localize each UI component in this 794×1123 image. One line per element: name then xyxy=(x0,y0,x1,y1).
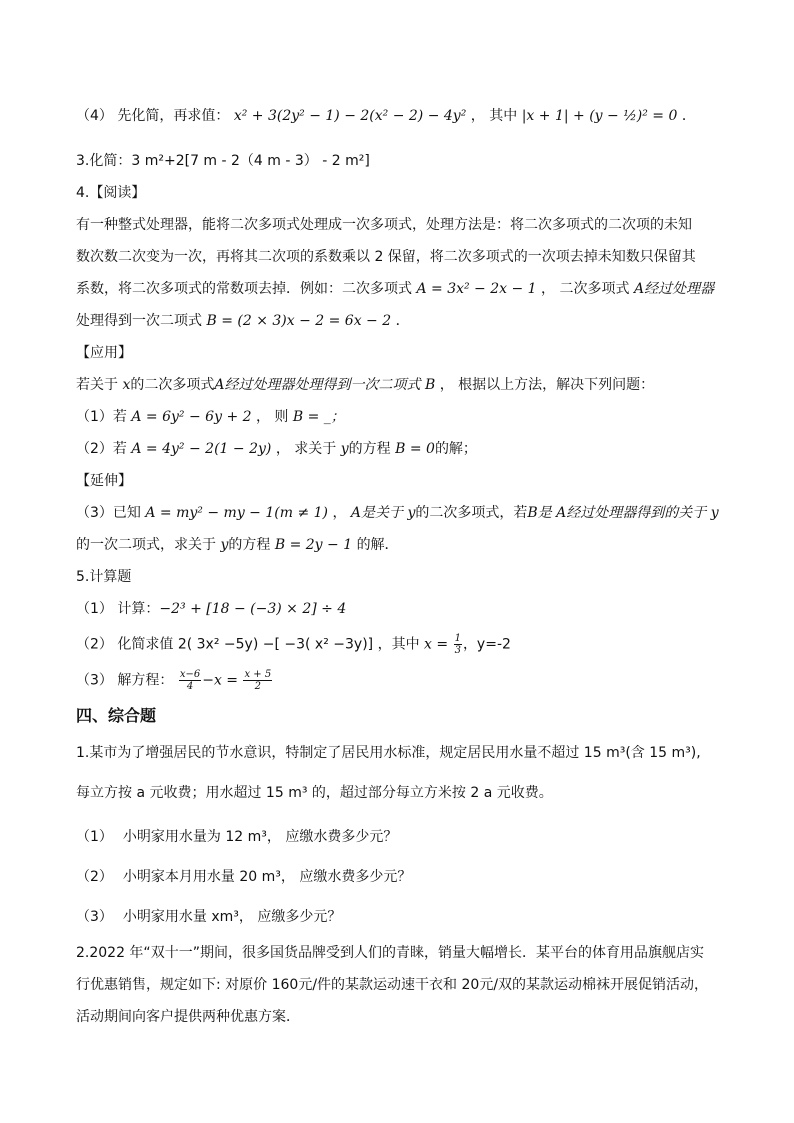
section-title: 【延伸】 xyxy=(76,473,132,489)
text: 若关于 xyxy=(76,377,118,393)
text: A经过处理器 xyxy=(633,281,715,297)
variable: y xyxy=(220,537,229,553)
paragraph-line xyxy=(76,279,744,299)
text: 计算： xyxy=(117,601,160,617)
denominator: 2 xyxy=(254,681,262,692)
label: （3）已知 xyxy=(76,505,141,521)
label: （3） xyxy=(76,672,113,689)
expression: A = 4y² − 2(1 − 2y) xyxy=(131,441,272,457)
numerator: x−6 xyxy=(179,669,201,680)
numerator: x + 5 xyxy=(244,669,272,680)
text: ， 求关于 xyxy=(275,441,337,457)
text: 的方程 xyxy=(228,537,271,553)
text: 化简：3 m²+2[7 m - 2（4 m - 3） - 2 m²] xyxy=(89,153,370,169)
condition: |x + 1| + (y − ½)² = 0 xyxy=(521,108,678,124)
problem-3 xyxy=(76,151,744,171)
expression: B = 0 xyxy=(395,441,435,457)
expression: −2³ + [18 − (−3) × 2] ÷ 4 xyxy=(159,601,347,617)
expression: −x = xyxy=(202,672,239,689)
paragraph-line: 2.2022 年“双十一”期间，很多国货品牌受到人们的青睐，销量大幅增长．某平台的体育用品旗舰店实 xyxy=(76,945,704,961)
text: ． xyxy=(681,108,696,124)
text: 小明家本月用水量 20 m³， 应缴水费多少元？ xyxy=(122,869,412,885)
text: 化简求值 2( 3x² −5y) −[ −3( x² −3y)] xyxy=(117,636,374,653)
paragraph-line xyxy=(76,375,744,395)
sub-question-2 xyxy=(76,439,744,459)
variable: y xyxy=(340,441,349,457)
problem-5-title: 5.计算题 xyxy=(76,569,132,585)
section-title: 【应用】 xyxy=(76,345,132,361)
section-title: 【阅读】 xyxy=(89,185,146,201)
label: （1） xyxy=(76,829,113,845)
text: 处理得到一次二项式 xyxy=(76,313,202,329)
calc-1 xyxy=(76,599,744,619)
calc-3 xyxy=(76,669,744,692)
denominator: 4 xyxy=(186,681,194,692)
sub-question-1 xyxy=(76,407,744,427)
sub-question-2 xyxy=(76,867,744,887)
fraction xyxy=(243,669,272,692)
text: A经过处理器处理得到一次二项式 xyxy=(214,377,421,393)
text: 小明家用水量为 12 m³， 应缴水费多少元？ xyxy=(122,829,398,845)
number: 3. xyxy=(76,153,90,169)
text: ，y=-2 xyxy=(462,636,511,653)
calc-2 xyxy=(76,633,744,656)
paragraph-line: 1.某市为了增强居民的节水意识，特制定了居民用水标准，规定居民用水量不超过 15 m³(含 15 m³), xyxy=(76,745,701,761)
expression: x = xyxy=(424,636,449,653)
label: （2）若 xyxy=(76,441,127,457)
expression: B = (2 × 3)x − 2 = 6x − 2 xyxy=(206,313,392,329)
text: 的二次多项式，若 xyxy=(415,505,528,521)
text: ， 根据以上方法，解决下列问题： xyxy=(439,377,655,393)
number: 4. xyxy=(76,185,90,201)
text: 的解； xyxy=(434,441,477,457)
label: （2） xyxy=(76,636,113,653)
text: A经过处理器得到的关于 xyxy=(556,505,707,521)
text: ，其中 xyxy=(377,636,420,653)
label: （2） xyxy=(76,869,113,885)
text: 系数，将二次多项式的常数项去掉．例如：二次多项式 xyxy=(76,281,412,297)
paragraph-line: 活动期间向客户提供两种优惠方案． xyxy=(76,1009,300,1025)
section-heading: 四、综合题 xyxy=(76,706,157,725)
variable: x xyxy=(122,377,131,393)
text: 的一次二项式，求关于 xyxy=(76,537,216,553)
expression: A = 6y² − 6y + 2 xyxy=(131,409,252,425)
text: ， 则 xyxy=(255,409,289,425)
text: B是 xyxy=(527,505,552,521)
paragraph-line: 有一种整式处理器，能将二次多项式处理成一次多项式，处理方法是：将二次多项式的二次项的未知 xyxy=(76,217,692,233)
expression: A = my² − my − 1(m ≠ 1) xyxy=(145,505,329,521)
sub-question-3 xyxy=(76,907,744,927)
text: 的二次多项式 xyxy=(130,377,215,393)
text: ． xyxy=(395,313,410,329)
text: 的解． xyxy=(356,537,399,553)
expression: B = _； xyxy=(292,409,345,425)
paragraph-line: 数次数二次变为一次，再将其二次项的系数乘以 2 保留，将二次多项式的一次项去掉未知数只保留其 xyxy=(76,249,696,265)
expression: x² + 3(2y² − 1) − 2(x² − 2) − 4y² xyxy=(233,108,467,124)
text: 先化简，再求值： xyxy=(117,108,230,124)
fraction xyxy=(179,669,201,692)
sub-question-1 xyxy=(76,827,744,847)
numerator: 1 xyxy=(454,633,461,644)
text: ， xyxy=(332,505,347,521)
problem-4-4 xyxy=(76,106,744,126)
problem-4-heading xyxy=(76,183,744,203)
text: 小明家用水量 xm³， 应缴多少元？ xyxy=(122,909,342,925)
label: （3） xyxy=(76,909,113,925)
text: ， 二次多项式 xyxy=(541,281,630,297)
text: A是关于 xyxy=(350,505,404,521)
paragraph-line xyxy=(76,311,744,331)
text: ， 其中 xyxy=(470,108,518,124)
sub-question-3-cont xyxy=(76,535,744,555)
variable: B xyxy=(424,377,436,393)
sub-question-3 xyxy=(76,503,744,523)
label: （4） xyxy=(76,108,113,124)
expression: B = 2y − 1 xyxy=(274,537,353,553)
fraction xyxy=(454,633,462,656)
paragraph-line: 每立方按 a 元收费；用水超过 15 m³ 的，超过部分每立方米按 2 a 元收费。 xyxy=(76,785,553,801)
text: 的方程 xyxy=(348,441,391,457)
denominator: 3 xyxy=(454,645,461,656)
variable: y xyxy=(710,505,719,521)
label: （1） xyxy=(76,601,113,617)
variable: y xyxy=(407,505,416,521)
paragraph-line: 行优惠销售，规定如下: 对原价 160元/件的某款运动速干衣和 20元/双的某款运动棉袜开展促销活动， xyxy=(76,977,709,993)
text: 解方程： xyxy=(117,672,174,689)
label: （1）若 xyxy=(76,409,127,425)
expression: A = 3x² − 2x − 1 xyxy=(416,281,537,297)
